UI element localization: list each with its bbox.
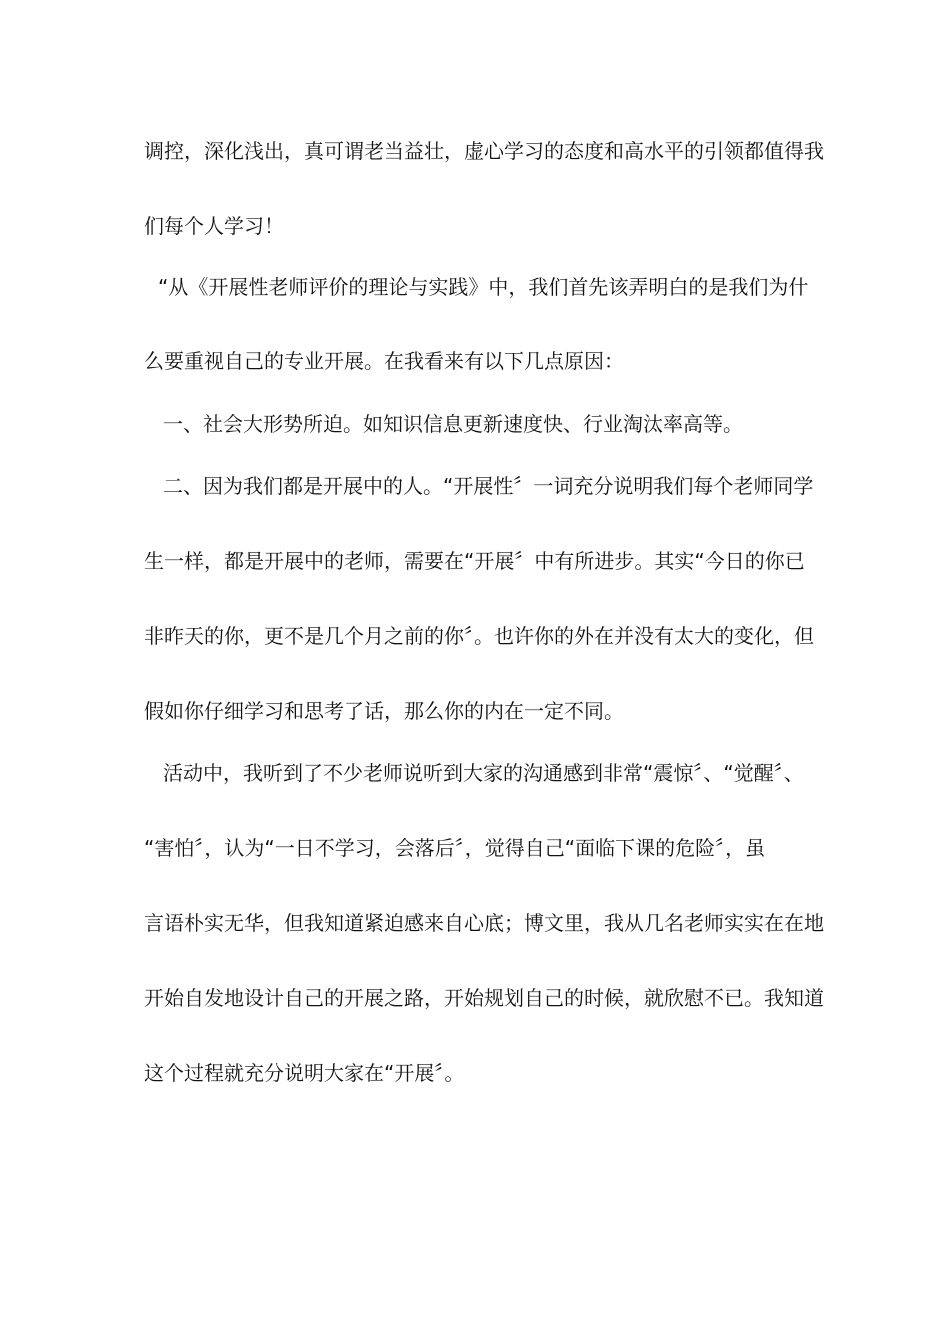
text-line-13: 开始自发地设计自己的开展之路，开始规划自己的时候，就欣慰不已。我知道 <box>144 986 824 1010</box>
text-line-4: 么要重视自己的专业开展。在我看来有以下几点原因： <box>144 349 624 373</box>
text-line-7: 生一样，都是开展中的老师，需要在“开展〞中有所进步。其实“今日的你已 <box>144 549 805 573</box>
text-line-14: 这个过程就充分说明大家在“开展〞。 <box>144 1061 465 1085</box>
text-line-2: 们每个人学习！ <box>144 214 284 238</box>
text-line-5: 一、社会大形势所迫。如知识信息更新速度快、行业淘汰率高等。 <box>163 412 743 436</box>
text-line-6: 二、因为我们都是开展中的人。“开展性〞一词充分说明我们每个老师同学 <box>163 474 814 498</box>
text-line-8: 非昨天的你，更不是几个月之前的你〞。也许你的外在并没有太大的变化，但 <box>144 624 814 648</box>
text-line-12: 言语朴实无华，但我知道紧迫感来自心底；博文里，我从几名老师实实在在地 <box>144 911 824 935</box>
text-line-1: 调控，深化浅出，真可谓老当益壮，虚心学习的态度和高水平的引领都值得我 <box>144 139 824 163</box>
text-line-3: “从《开展性老师评价的理论与实践》中，我们首先该弄明白的是我们为什 <box>158 275 809 299</box>
text-line-10: 活动中，我听到了不少老师说听到大家的沟通感到非常“震惊〞、“觉醒〞、 <box>163 761 804 785</box>
text-line-9: 假如你仔细学习和思考了话，那么你的内在一定不同。 <box>144 699 624 723</box>
text-line-11: “害怕〞，认为“一日不学习，会落后〞，觉得自己“面临下课的危险〞，虽 <box>144 836 766 860</box>
